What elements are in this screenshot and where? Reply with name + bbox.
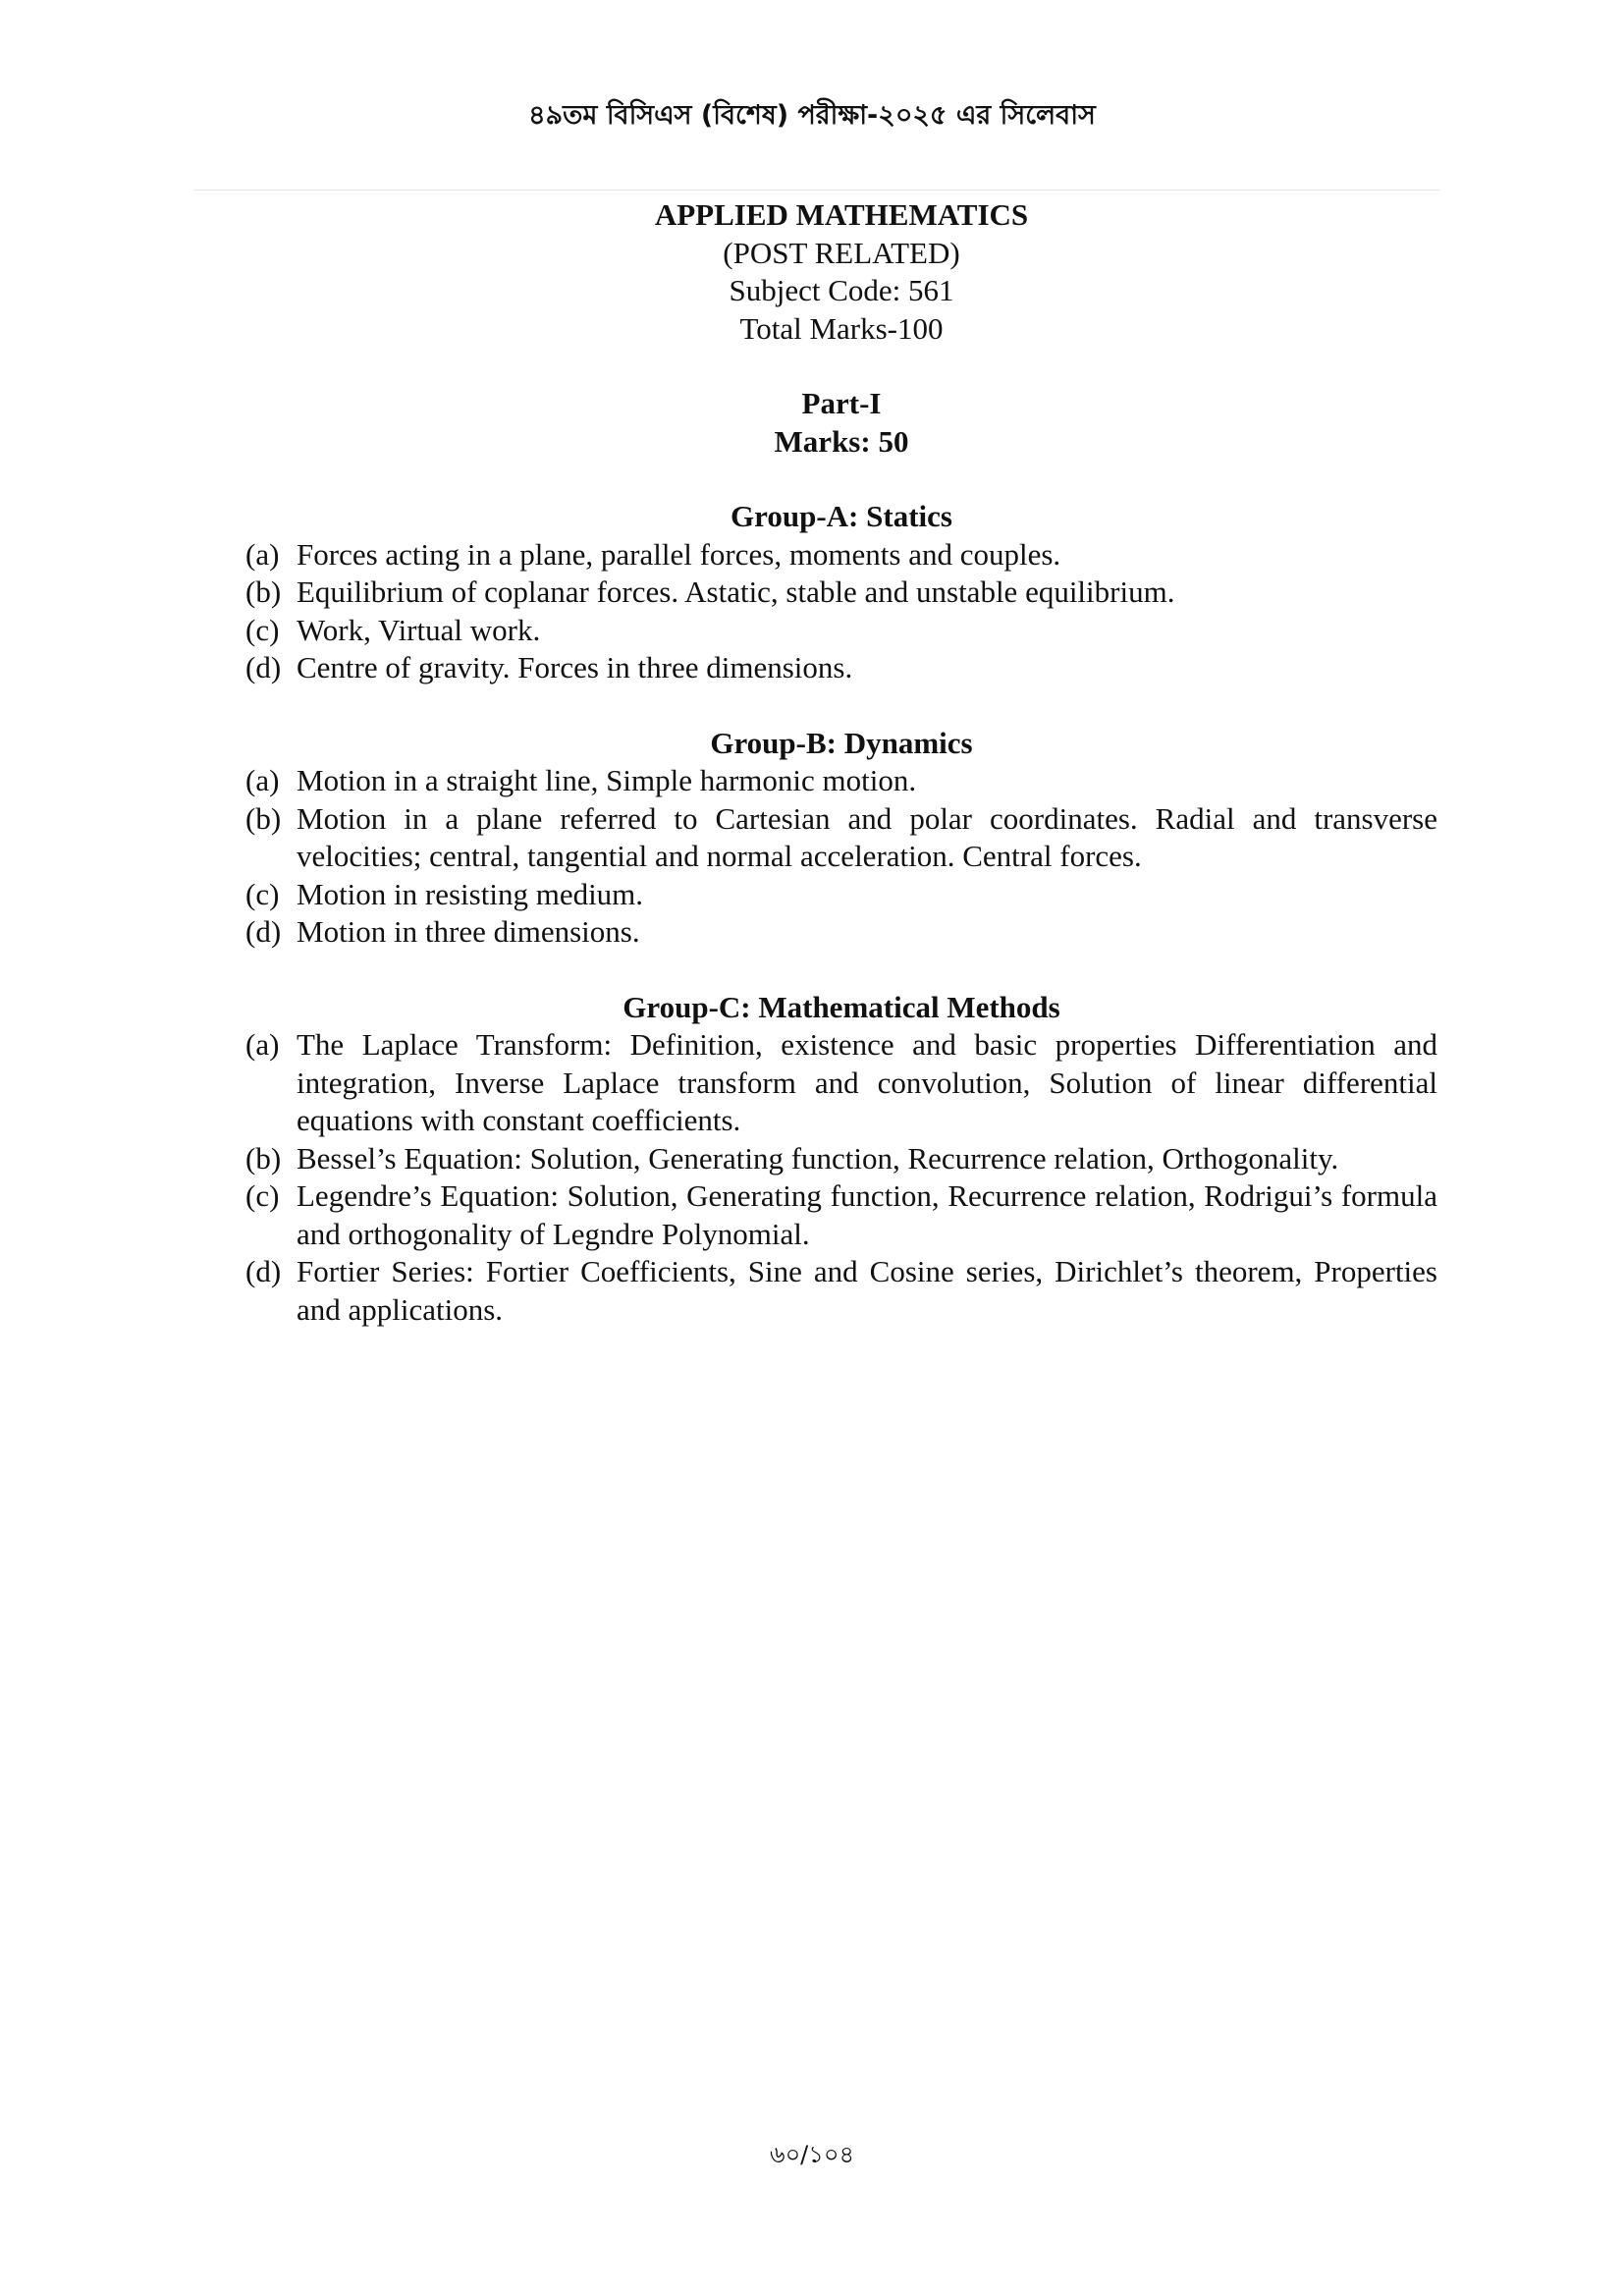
list-item — [245, 1253, 1437, 1329]
item-text: Bessel’s Equation: Solution, Generating function, Recurrence relation, Orthogonality. — [297, 1140, 1339, 1175]
item-label: (b) — [245, 1140, 282, 1175]
list-item — [245, 574, 1437, 612]
item-label: (c) — [245, 876, 280, 911]
item-text: Motion in a straight line, Simple harmonic motion. — [297, 763, 917, 797]
subject-title: APPLIED MATHEMATICS — [654, 197, 1029, 232]
item-text: Motion in a plane referred to Cartesian and polar coordinates. Radial and transverse velocities; central, tangential and normal acceleration. Central forces. — [297, 800, 1437, 873]
group-title: Group-C: Mathematical Methods — [623, 989, 1060, 1024]
item-label: (a) — [245, 1027, 280, 1062]
item-label: (d) — [245, 650, 282, 684]
list-item — [245, 1026, 1437, 1140]
running-header: ৪৯তম বিসিএস (বিশেষ) পরীক্ষা-২০২৫ এর সিলেবাস — [528, 100, 1096, 131]
header-divider — [194, 190, 1439, 191]
list-item — [245, 649, 1437, 687]
syllabus-content — [245, 196, 1437, 1329]
item-text: Motion in three dimensions. — [297, 914, 640, 949]
list-item — [245, 612, 1437, 650]
list-item — [245, 1140, 1437, 1178]
list-item — [245, 762, 1437, 800]
spacer — [245, 348, 1437, 385]
topic-list — [245, 1026, 1437, 1329]
group-mathematical-methods — [245, 989, 1437, 1330]
topic-list — [245, 762, 1437, 952]
item-label: (d) — [245, 914, 282, 949]
item-text: Work, Virtual work. — [297, 612, 541, 647]
topic-list — [245, 536, 1437, 687]
group-title: Group-A: Statics — [731, 499, 952, 533]
list-item — [245, 536, 1437, 574]
list-item — [245, 800, 1437, 876]
spacer — [245, 687, 1437, 725]
item-label: (a) — [245, 536, 280, 572]
list-item — [245, 1177, 1437, 1253]
group-title: Group-B: Dynamics — [710, 725, 973, 760]
item-text: Fortier Series: Fortier Coefficients, Sine and Cosine series, Dirichlet’s theorem, Properties and applications. — [297, 1254, 1437, 1327]
list-item — [245, 913, 1437, 952]
item-text: Legendre’s Equation: Solution, Generating function, Recurrence relation, Rodrigui’s formula and orthogonality of Legndre Polynomial. — [297, 1178, 1437, 1251]
part-title: Part-I — [801, 386, 882, 420]
item-label: (c) — [245, 612, 280, 647]
page-number: ৬০/১০৪ — [769, 2141, 855, 2168]
item-label: (b) — [245, 574, 282, 609]
part-marks: Marks: 50 — [774, 423, 909, 459]
group-statics — [245, 498, 1437, 687]
group-dynamics — [245, 725, 1437, 952]
subject-code: Subject Code: 561 — [729, 273, 954, 307]
item-label: (c) — [245, 1178, 280, 1213]
item-text: The Laplace Transform: Definition, existence and basic properties Differentiation and integration, Inverse Laplace transform and convolution, Solution of linear differential equations with constant coefficients. — [297, 1027, 1437, 1137]
total-marks: Total Marks-100 — [739, 310, 944, 346]
subject-category: (POST RELATED) — [723, 235, 960, 270]
item-label: (a) — [245, 763, 280, 797]
item-text: Centre of gravity. Forces in three dimensions. — [297, 650, 853, 684]
spacer — [245, 952, 1437, 989]
spacer — [245, 461, 1437, 498]
item-text: Forces acting in a plane, parallel forces, moments and couples. — [297, 536, 1061, 572]
list-item — [245, 876, 1437, 914]
item-label: (b) — [245, 800, 282, 836]
item-text: Equilibrium of coplanar forces. Astatic, stable and unstable equilibrium. — [297, 574, 1175, 609]
item-label: (d) — [245, 1254, 282, 1288]
item-text: Motion in resisting medium. — [297, 876, 644, 911]
